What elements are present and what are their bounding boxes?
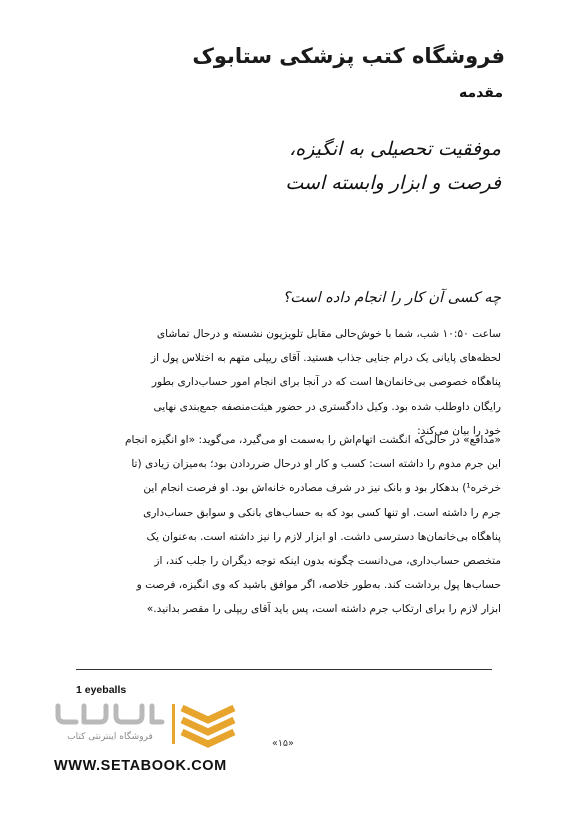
page-number: «۱۵» (272, 738, 294, 749)
text-line: لحظه‌های پایانی یک درام جنایی جذاب هستید. آقای ریپلی متهم به اختلاس پول از (150, 352, 501, 365)
text-line: حساب‌ها پول برداشت کند. به‌طور خلاصه، اگر موافق باشید که وی انگیزه، فرصت و (136, 579, 501, 592)
chapter-title-line: فرصت و ابزار وابسته است (285, 172, 501, 194)
text-line: این جرم مدوم را داشته است: کسب و کار او درحال ضرردادن بود؛ به‌میزان زیادی (تا (131, 458, 501, 471)
text-line: جرم را داشته است. او تنها کسی بود که به حساب‌های بانکی و سوابق حساب‌داری (143, 506, 501, 519)
footnote: 1 eyeballs (76, 684, 127, 696)
book-stack-logo-icon (172, 702, 242, 748)
text-line: «مدافع» در حالی‌که انگشت اتهام‌اش را به‌سمت او می‌گیرد، می‌گوید: «او انگیزه انجام (124, 434, 501, 446)
chapter-title-line: موفقیت تحصیلی به انگیزه، (289, 138, 501, 160)
text-line: ساعت ۱۰:۵۰ شب، شما با خوش‌حالی مقابل تلویزیون نشسته و درحال تماشای (156, 328, 501, 340)
text-line: پناهگاه بی‌خانمان‌ها دسترسی داشت. او ابزار لازم را نیز داشته است. به‌عنوان یک (146, 530, 501, 543)
logo-subtitle: فروشگاه اینترنتی کتاب (67, 732, 153, 742)
text-line: ابزار لازم را برای ارتکاب جرم داشته است، پس باید آقای ریپلی را مقصر بدانید.» (146, 603, 501, 616)
setabook-logo-wordmark (50, 692, 170, 734)
section-subheading: چه کسی آن کار را انجام داده است؟ (282, 290, 501, 306)
site-url[interactable]: WWW.SETABOOK.COM (54, 758, 227, 774)
paragraph-2 (69, 428, 501, 622)
chapter-title (101, 132, 501, 200)
text-line: رایگان داوطلب شده بود. وکیل دادگستری در حضور هیئت‌منصفه جمع‌بندی نهایی (153, 400, 501, 413)
section-label: مقدمه (459, 85, 503, 101)
store-title: فروشگاه کتب پزشکی ستابوک (192, 44, 505, 68)
text-line: خرخره¹) بدهکار بود و بانک نیز در شرف مصادره خانه‌اش بود. او فرصت انجام این (143, 482, 501, 495)
paragraph-1 (69, 322, 501, 443)
footnote-divider (76, 669, 492, 670)
text-line: خود را بیان می‌کند: (417, 424, 501, 437)
text-line: متخصص حساب‌داری، می‌دانست چگونه بدون اینکه توجه دیگران را جلب کند، از (154, 555, 501, 568)
text-line: پناهگاه خصوصی بی‌خانمان‌ها است که در آنجا برای انجام امور حساب‌داری بطور (151, 376, 501, 389)
